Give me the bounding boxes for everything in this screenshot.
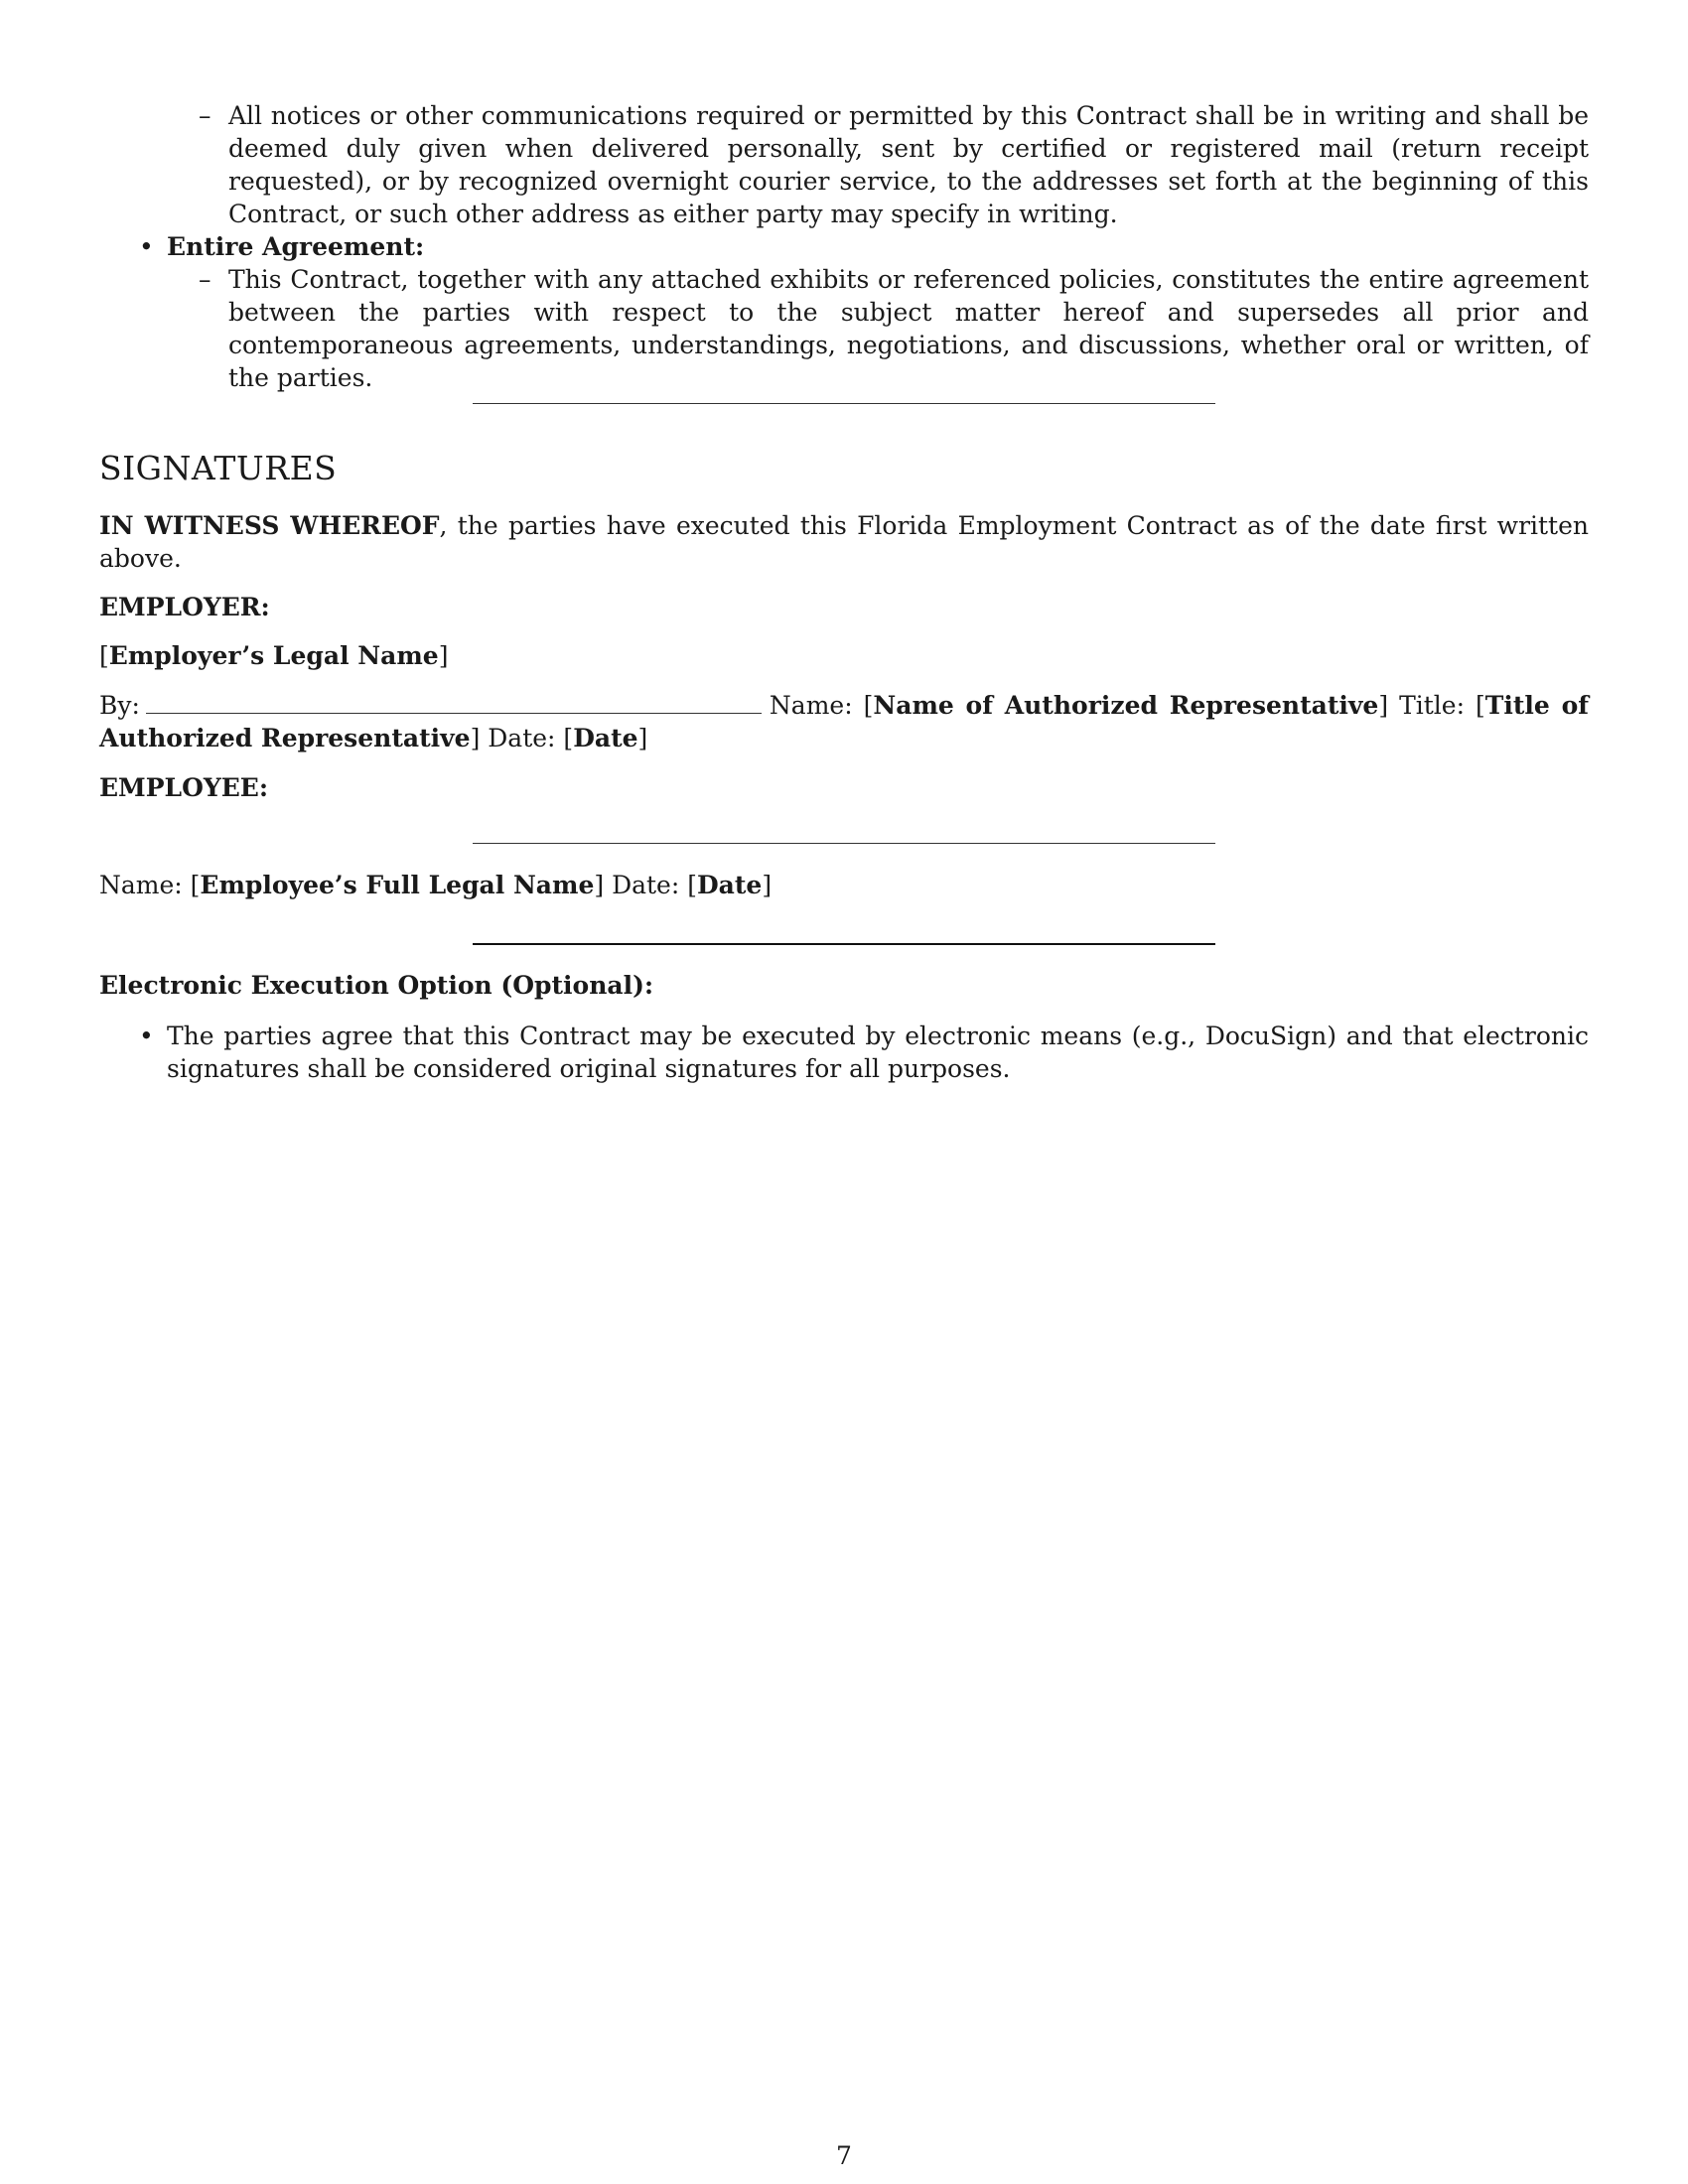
section-divider <box>473 943 1215 945</box>
date-label: Date: <box>488 724 556 752</box>
bracket-close: ] <box>438 641 449 670</box>
bracket-open: [ <box>99 641 109 670</box>
employer-name-placeholder: Employer’s Legal Name <box>108 641 439 670</box>
date-placeholder: Date <box>573 724 638 752</box>
employee-name-line: Name: [Employee’s Full Legal Name] Date: [Date] <box>99 871 773 899</box>
dash-marker: – <box>199 101 211 130</box>
entire-agreement-label: Entire Agreement: <box>167 232 425 261</box>
electronic-execution-item <box>99 1020 1589 1085</box>
notices-text: All notices or other communications required or permitted by this Contract shall be in writing and shall be deemed duly given when delivered personally, sent by certified or registered mail (return receipt requested), or by recognized overnight courier service, to the addresses set forth at the beginning of this Contract, or such other address as either party may specify in writing. <box>228 101 1589 228</box>
employer-name-line <box>99 639 1589 672</box>
bullet-marker: • <box>139 232 154 261</box>
witness-bold: IN WITNESS WHEREOF <box>99 511 440 540</box>
title-label: Title: <box>1399 691 1466 720</box>
employer-signature-block: By: Name: [Name of Authorized Representative] Title: [Title of Authorized Representative] Date: [Date] <box>99 691 1589 752</box>
electronic-execution-text: The parties agree that this Contract may be executed by electronic means (e.g., DocuSign) and that electronic signatures shall be considered original signatures for all purposes. <box>167 1022 1589 1083</box>
entire-agreement-item <box>99 230 1589 263</box>
rep-name-placeholder: Name of Authorized Representative <box>873 691 1379 720</box>
entire-agreement-text: This Contract, together with any attached exhibits or referenced policies, constitutes the entire agreement between the parties with respect to the subject matter hereof and supersedes all prior and contemporaneous agreements, understandings, negotiations, and discussions, whether oral or written, of the parties. <box>228 265 1589 392</box>
dash-marker: – <box>199 265 211 294</box>
notices-section <box>99 99 1589 230</box>
entire-agreement-paragraph <box>99 263 1589 394</box>
employee-name-label: Name: <box>99 871 183 899</box>
employee-label: EMPLOYEE: <box>99 773 269 802</box>
by-label: By: <box>99 691 140 720</box>
employee-date-placeholder: Date <box>696 871 763 899</box>
employer-signature-line[interactable] <box>146 691 762 714</box>
name-label: Name: <box>769 691 853 720</box>
employee-date-label: Date: <box>612 871 680 899</box>
bullet-marker: • <box>139 1022 154 1050</box>
employee-name-placeholder: Employee’s Full Legal Name <box>200 871 595 899</box>
witness-text: , the parties have executed this Florida Employment Contract as of the date first written above. <box>99 511 1590 573</box>
employee-signature-line[interactable] <box>473 843 1215 844</box>
notices-paragraph <box>99 99 1589 230</box>
rep-title-placeholder: Title of Authorized Representative <box>99 691 1589 752</box>
section-divider <box>473 403 1215 404</box>
electronic-execution-section <box>99 1020 1589 1085</box>
entire-agreement-section <box>99 230 1589 394</box>
signatures-heading: SIGNATURES <box>99 449 338 487</box>
page-number: 7 <box>836 2141 852 2170</box>
employer-label: EMPLOYER: <box>99 593 270 621</box>
electronic-execution-heading: Electronic Execution Option (Optional): <box>99 971 654 1000</box>
witness-paragraph <box>99 509 1589 575</box>
